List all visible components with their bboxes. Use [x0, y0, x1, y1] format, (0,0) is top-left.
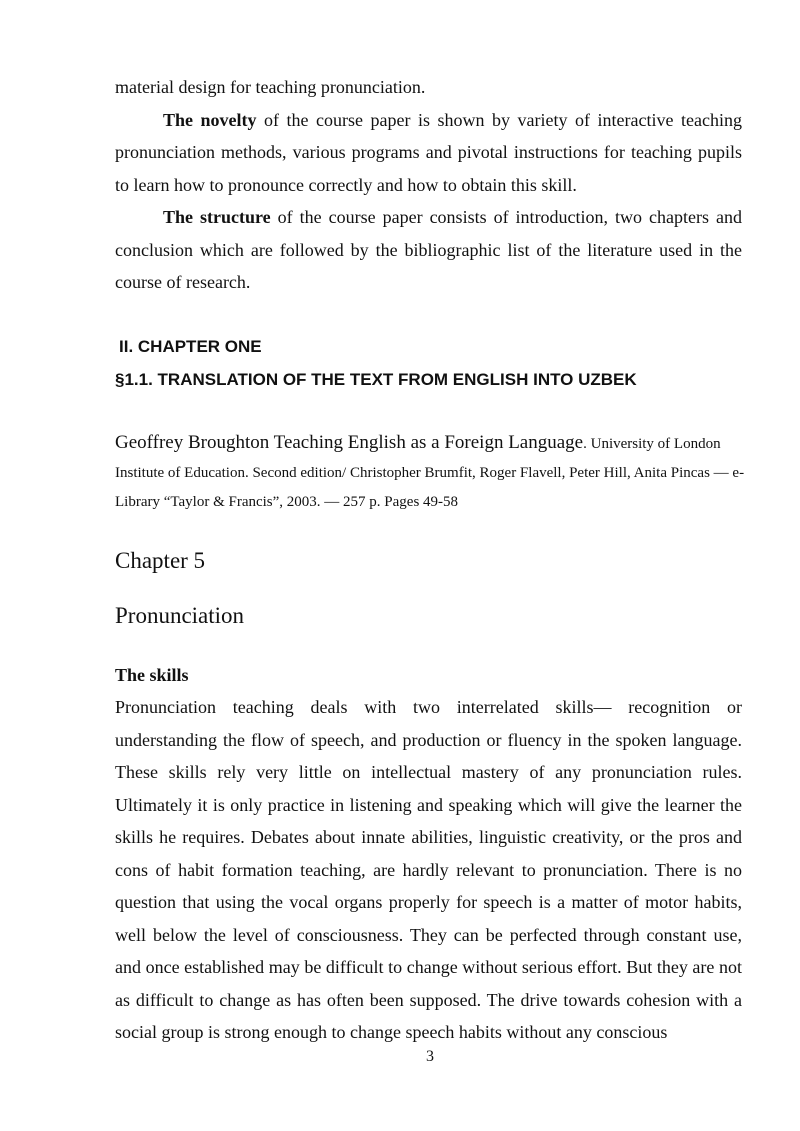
novelty-label: The novelty — [163, 109, 257, 130]
citation-lead: Geoffrey Broughton Teaching English as a Foreign Language — [115, 432, 584, 453]
structure-paragraph — [115, 201, 742, 299]
skills-paragraph: Pronunciation teaching deals with two interrelated skills— recognition or understanding the flow of speech, and production or fluency in the spoken language. These skills rely very little on intellectual mastery of any pronunciation rules. Ultimately it is only practice in listening and speaking which will give the learner the skills he requires. Debates about innate abilities, linguistic creativity, or the pros and cons of habit formation teaching, are hardly relevant to pronunciation. There is no question that using the vocal organs properly for speech is a matter of motor habits, well below the level of consciousness. They can be perfected through constant use, and once established may be difficult to change without serious effort. But they are not as difficult to change as has often been supposed. The drive towards cohesion with a social group is strong enough to change speech habits without any conscious — [115, 697, 742, 1042]
chapter-number: Chapter 5 — [115, 548, 206, 573]
structure-label: The structure — [163, 207, 271, 227]
page-number: 3 — [426, 1048, 434, 1065]
chapter-title: Pronunciation — [115, 603, 245, 628]
novelty-paragraph — [115, 104, 742, 202]
novelty-text: of the course paper is shown by variety of interactive teaching pronunciation methods, various programs and pivotal instructions for teaching pupils to learn how to pronounce correctly and how to obtain this skill. — [115, 109, 742, 195]
skills-heading: The skills — [115, 665, 189, 685]
citation-rest: . University of London Institute of Education. Second edition/ Christopher Brumfit, Roger Flavell, Peter Hill, Anita Pincas — e-Library “Taylor & Francis”, 2003. — 257 p. Pages 49-58 — [115, 436, 745, 510]
skills-section — [115, 691, 742, 1049]
intro-section — [115, 71, 742, 299]
citation — [115, 428, 745, 517]
intro-first-line: material design for teaching pronunciation. — [115, 77, 426, 97]
section-heading: §1.1. TRANSLATION OF THE TEXT FROM ENGLISH INTO UZBEK — [115, 370, 637, 389]
structure-text: of the course paper consists of introduction, two chapters and conclusion which are followed by the bibliographic list of the literature used in the course of research. — [115, 207, 742, 292]
chapter-heading: II. CHAPTER ONE — [119, 337, 262, 356]
